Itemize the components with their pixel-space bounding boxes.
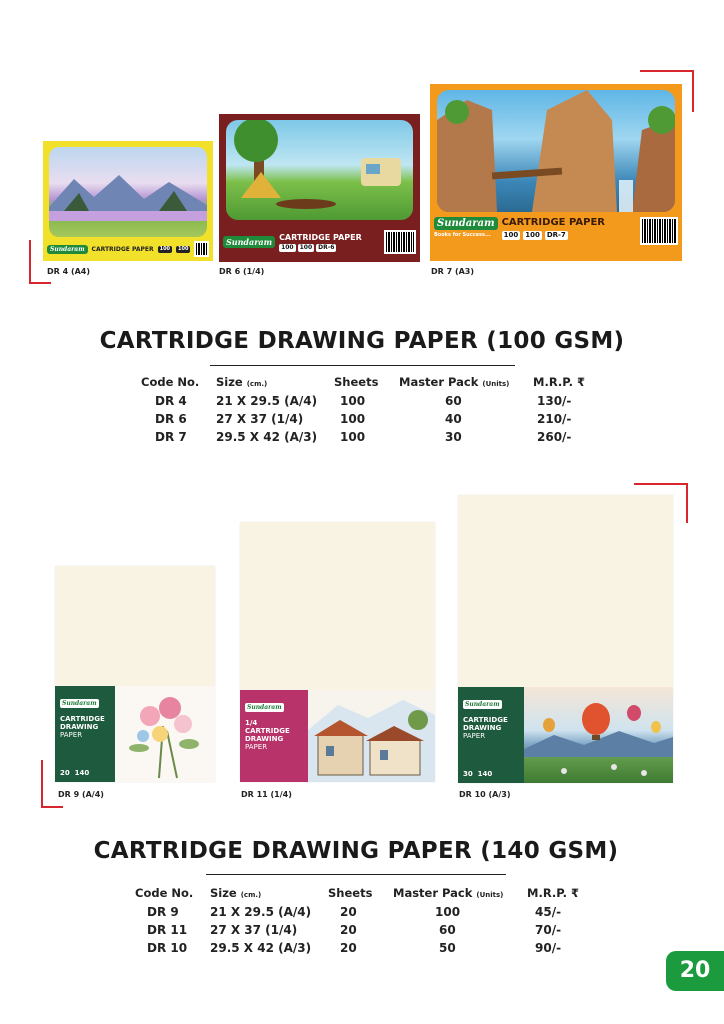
cover-illustration-mountains xyxy=(49,147,207,237)
spec-chip: 100 xyxy=(299,243,313,251)
spec-chip: 100 xyxy=(503,231,519,239)
cell-code: DR 7 xyxy=(155,430,187,444)
pad-label xyxy=(55,686,115,782)
col-master-pack: Master Pack (Units) xyxy=(399,375,510,389)
cell-mrp: 210/- xyxy=(537,412,572,426)
cover-band xyxy=(43,237,213,261)
cell-mrp: 90/- xyxy=(535,941,562,955)
heading-divider xyxy=(210,365,515,366)
cell-pack: 50 xyxy=(439,941,456,955)
table-row xyxy=(141,392,585,410)
cell-code: DR 9 xyxy=(147,905,179,919)
cell-code: DR 11 xyxy=(147,923,188,937)
product-cover-dr7 xyxy=(430,84,682,261)
col-sheets: Sheets xyxy=(328,886,373,900)
table-header-row xyxy=(141,375,585,392)
pad-illustration-flowers xyxy=(115,686,215,782)
product-caption: DR 9 (A/4) xyxy=(58,790,104,799)
pad-label xyxy=(458,687,524,783)
brand-logo: Sundaram xyxy=(223,236,275,248)
pad-label xyxy=(240,690,308,782)
cell-sheets: 20 xyxy=(340,941,357,955)
cell-code: DR 10 xyxy=(147,941,188,955)
cell-sheets: 20 xyxy=(340,923,357,937)
table-row xyxy=(135,903,579,921)
col-master-pack: Master Pack (Units) xyxy=(393,886,504,900)
pad-specs: 20 140 xyxy=(60,769,90,777)
cell-pack: 60 xyxy=(439,923,456,937)
spec-chip: 100 xyxy=(159,245,171,252)
col-size: Size (cm.) xyxy=(216,375,268,389)
pad-specs: 30 140 xyxy=(463,770,493,778)
cell-size: 27 X 37 (1/4) xyxy=(216,412,304,426)
product-cover-dr4 xyxy=(43,141,213,261)
cover-title: CARTRIDGE PAPER xyxy=(91,245,154,253)
cell-sheets: 100 xyxy=(340,430,366,444)
cell-pack: 60 xyxy=(445,394,462,408)
product-caption: DR 6 (1/4) xyxy=(219,267,265,276)
col-code: Code No. xyxy=(141,375,200,389)
cell-size: 21 X 29.5 (A/4) xyxy=(216,394,318,408)
product-caption: DR 10 (A/3) xyxy=(459,790,511,799)
spec-table-100gsm xyxy=(141,375,585,446)
product-pad-dr11 xyxy=(240,522,435,782)
cover-illustration-canyon xyxy=(437,90,675,212)
heading-divider xyxy=(206,874,506,875)
cell-size: 29.5 X 42 (A/3) xyxy=(210,941,312,955)
cell-pack: 30 xyxy=(445,430,462,444)
product-caption: DR 4 (A4) xyxy=(47,267,91,276)
spec-chip: 100 xyxy=(178,245,189,252)
col-mrp: M.R.P. ₹ xyxy=(533,375,585,389)
barcode-icon xyxy=(640,217,678,245)
spec-table-140gsm xyxy=(135,886,579,957)
cover-illustration-camp xyxy=(226,120,413,220)
table-row xyxy=(135,921,579,939)
cell-mrp: 70/- xyxy=(535,923,562,937)
brand-logo: Sundaram xyxy=(62,700,97,707)
cell-size: 21 X 29.5 (A/4) xyxy=(210,905,312,919)
col-mrp: M.R.P. ₹ xyxy=(527,886,579,900)
cell-mrp: 45/- xyxy=(535,905,562,919)
spec-chip: DR-7 xyxy=(546,231,566,239)
cell-pack: 100 xyxy=(435,905,461,919)
pad-title: CARTRIDGE DRAWING PAPER xyxy=(60,715,105,739)
barcode-icon xyxy=(194,241,209,257)
brand-tagline: Books for Success... xyxy=(434,232,491,238)
pad-illustration-balloons xyxy=(524,687,673,783)
cell-size: 29.5 X 42 (A/3) xyxy=(216,430,318,444)
cell-code: DR 4 xyxy=(155,394,187,408)
cell-mrp: 260/- xyxy=(537,430,572,444)
cover-title: CARTRIDGE PAPER xyxy=(279,232,362,242)
cell-sheets: 100 xyxy=(340,412,366,426)
cover-title: CARTRIDGE PAPER xyxy=(501,217,605,228)
brand-logo: Sundaram xyxy=(247,704,282,711)
spec-chip: DR-6 xyxy=(318,243,335,251)
cover-band xyxy=(430,213,682,261)
pad-illustration-village xyxy=(308,690,435,782)
col-code: Code No. xyxy=(135,886,194,900)
brand-logo: Sundaram xyxy=(47,245,88,254)
product-pad-dr10 xyxy=(458,495,673,783)
barcode-icon xyxy=(384,230,416,254)
cell-size: 27 X 37 (1/4) xyxy=(210,923,298,937)
cell-sheets: 20 xyxy=(340,905,357,919)
product-cover-dr6 xyxy=(219,114,420,262)
cell-pack: 40 xyxy=(445,412,462,426)
pad-title: CARTRIDGE DRAWING PAPER xyxy=(463,716,508,740)
brand-logo: Sundaram xyxy=(434,217,498,230)
col-sheets: Sheets xyxy=(334,375,379,389)
cell-mrp: 130/- xyxy=(537,394,572,408)
page-number-badge: 20 xyxy=(666,951,724,991)
spec-chip: 100 xyxy=(281,243,294,251)
section-heading-100gsm: CARTRIDGE DRAWING PAPER (100 GSM) xyxy=(99,328,625,354)
col-size: Size (cm.) xyxy=(210,886,262,900)
product-caption: DR 7 (A3) xyxy=(431,267,475,276)
section-heading-140gsm: CARTRIDGE DRAWING PAPER (140 GSM) xyxy=(93,838,619,864)
cover-band xyxy=(219,222,420,262)
product-caption: DR 11 (1/4) xyxy=(241,790,292,799)
spec-chip: 100 xyxy=(525,231,540,239)
table-row xyxy=(141,428,585,446)
cell-sheets: 100 xyxy=(340,394,366,408)
table-row xyxy=(135,939,579,957)
brand-logo: Sundaram xyxy=(465,701,500,708)
table-header-row xyxy=(135,886,579,903)
product-pad-dr9 xyxy=(55,566,215,782)
table-row xyxy=(141,410,585,428)
cell-code: DR 6 xyxy=(155,412,187,426)
pad-title: 1/4 CARTRIDGE DRAWING PAPER xyxy=(245,719,290,751)
